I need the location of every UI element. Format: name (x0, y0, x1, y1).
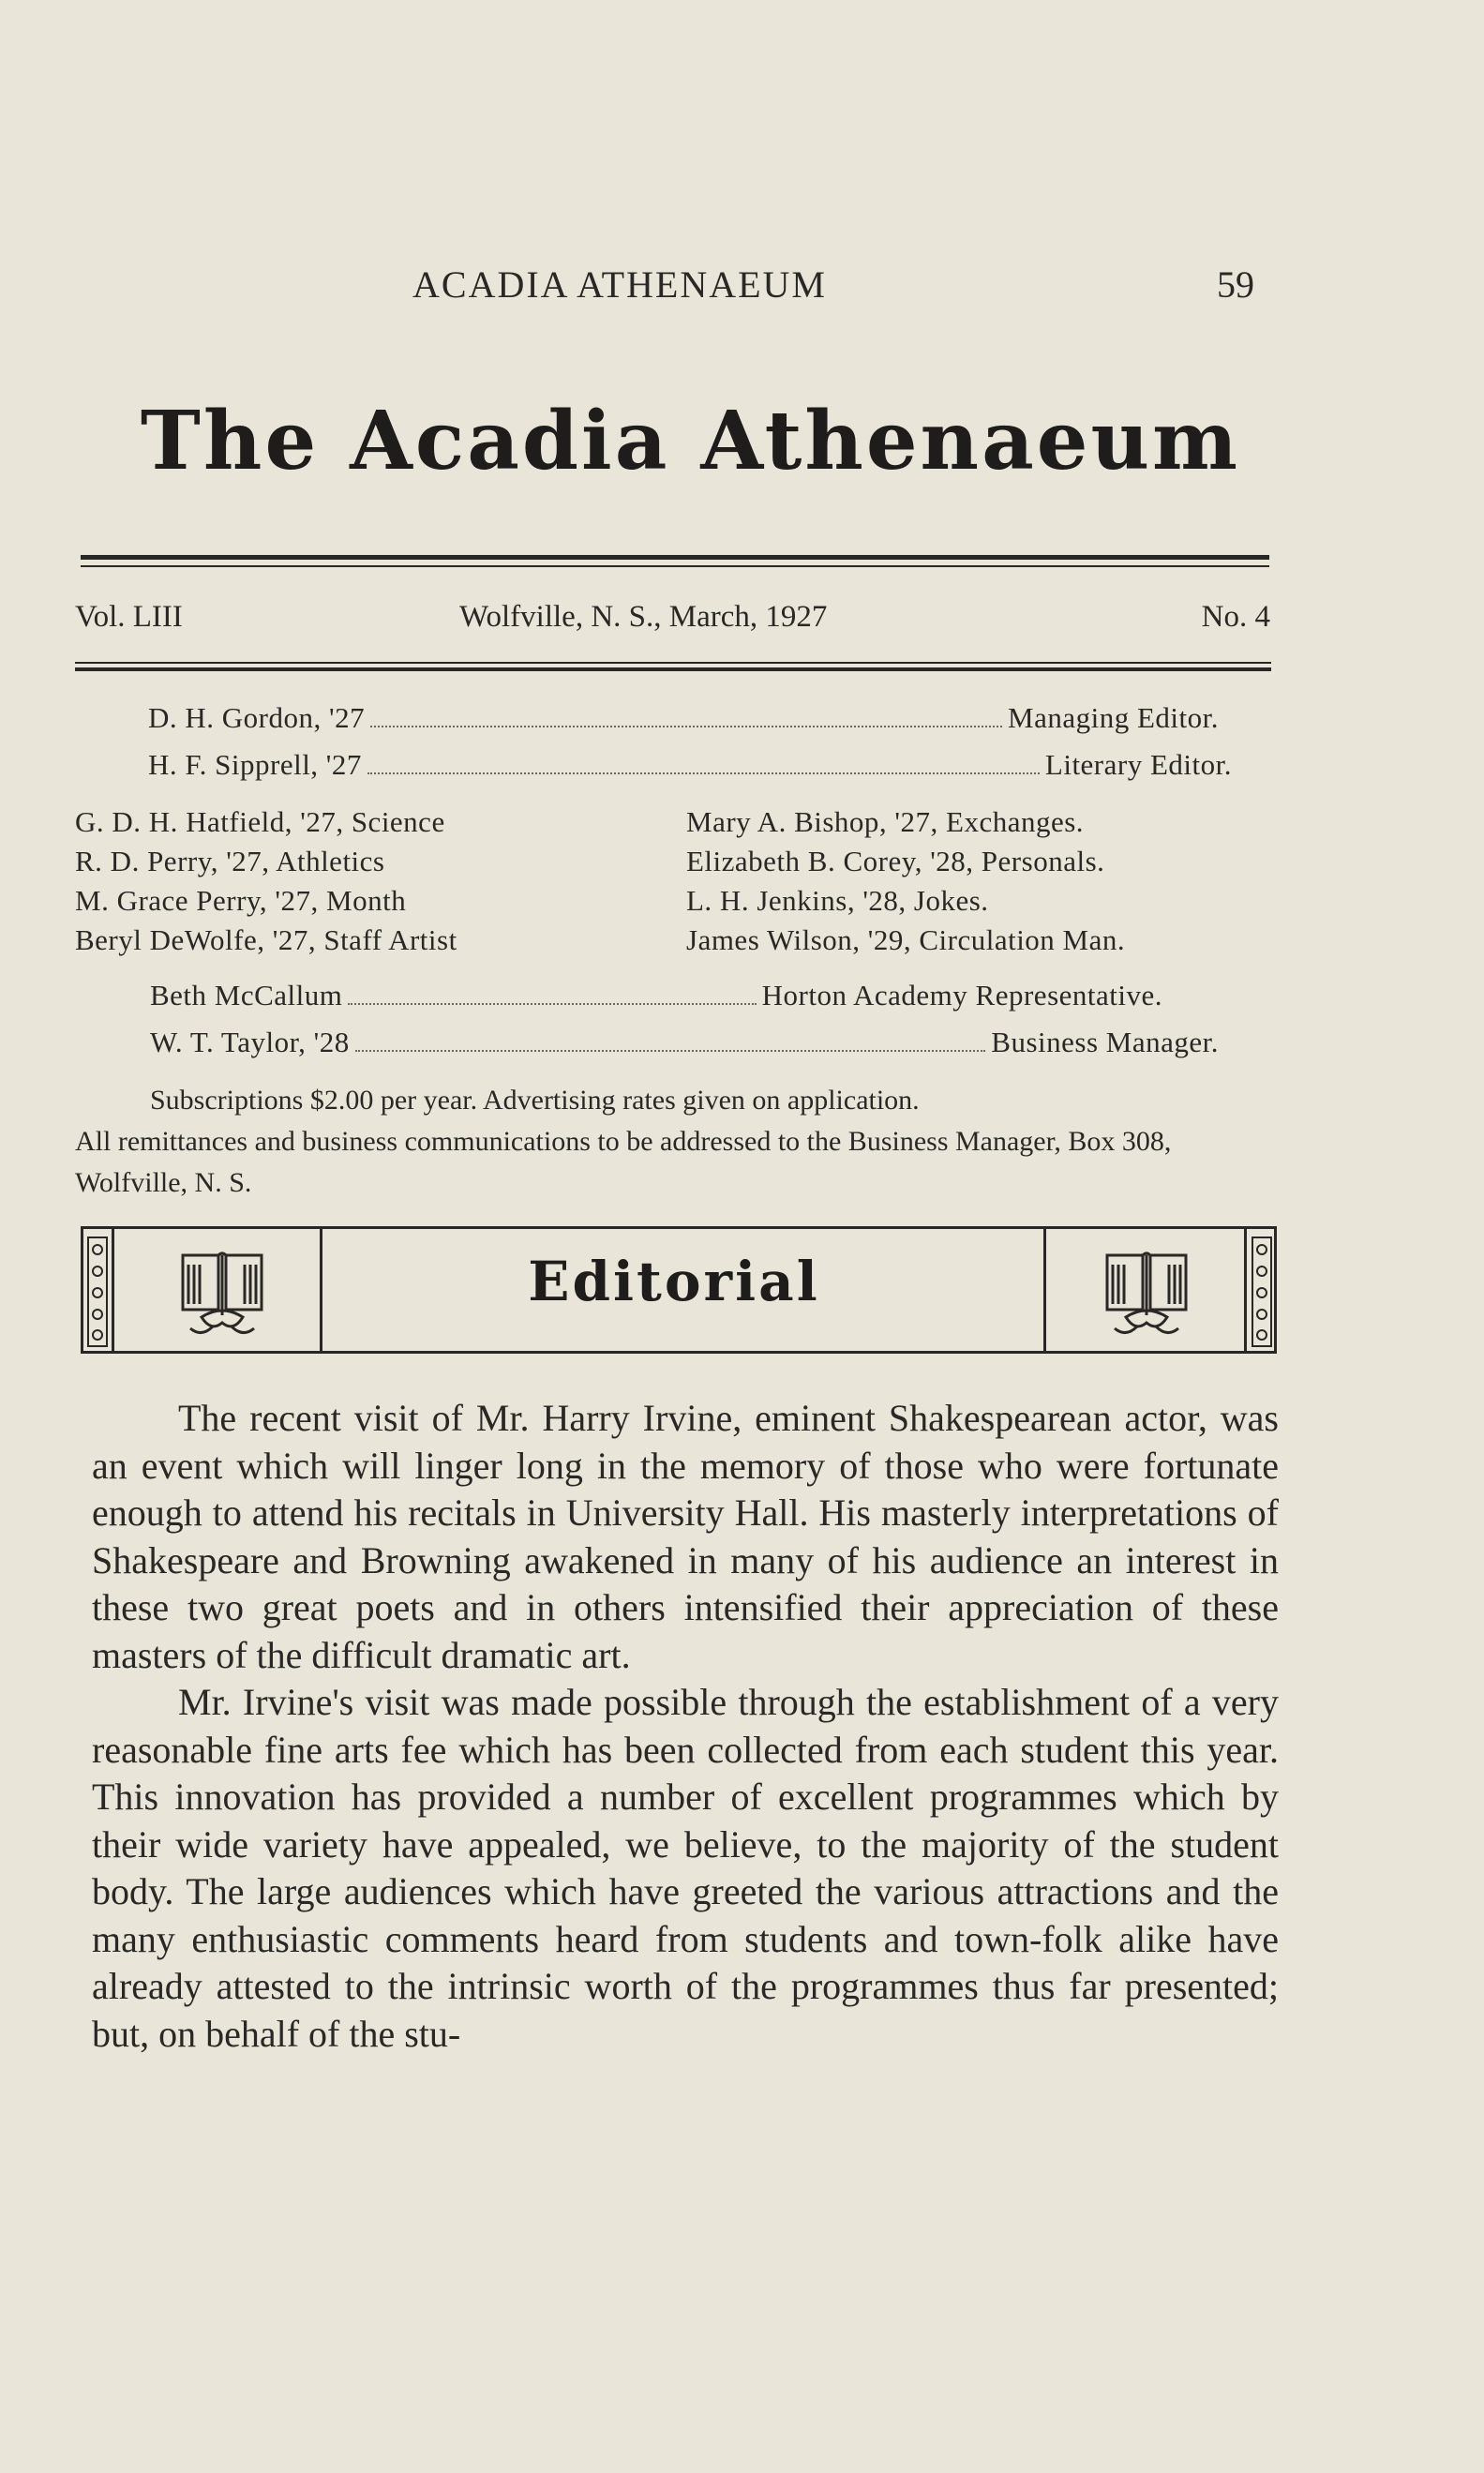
leader-dots (370, 726, 1002, 727)
notice-line-1: Subscriptions $2.00 per year. Advertising rates given on application. (150, 1085, 920, 1116)
banner-divider (112, 1229, 114, 1351)
staff-role: Literary Editor. (1044, 748, 1232, 781)
staff-editor-row (148, 748, 1232, 782)
masthead-rule-thin (81, 565, 1269, 567)
staff-member: R. D. Perry, '27, Athletics (75, 845, 385, 877)
masthead-title: The Acadia Athenaeum (140, 394, 1241, 488)
staff-member: Beryl DeWolfe, '27, Staff Artist (75, 923, 457, 956)
staff-other-row (150, 1026, 1219, 1059)
staff-left-column (75, 802, 457, 960)
leader-dots (367, 772, 1040, 774)
section-title: Editorial (528, 1250, 820, 1313)
banner-divider (1043, 1229, 1046, 1351)
staff-member: Elizabeth B. Corey, '28, Personals. (686, 845, 1105, 877)
running-head (0, 262, 1484, 309)
masthead-rule-thick (81, 555, 1269, 560)
staff-editor-row (148, 701, 1219, 735)
staff-member: M. Grace Perry, '27, Month (75, 884, 407, 917)
issue-line (75, 600, 1270, 641)
staff-name: H. F. Sipprell, '27 (148, 748, 362, 781)
dateline: Wolfville, N. S., March, 1927 (459, 600, 828, 634)
section-banner (81, 1226, 1277, 1354)
editorial-paragraph: The recent visit of Mr. Harry Irvine, eminent Shakespearean actor, was an event which will linger long in the memory of those who were fortunate enough to attend his recitals in University Hall. His masterly interpretations of Shakespeare and Browning awakened in many of his audience an interest in these two great poets and in others intensified their appreciation of these masters of the difficult dramatic art. (92, 1397, 1279, 1676)
editorial-body (92, 1395, 1279, 2058)
book-ornament-icon (1098, 1251, 1195, 1338)
running-title: ACADIA ATHENAEUM (412, 263, 827, 306)
masthead (0, 394, 1484, 488)
book-ornament-icon (173, 1251, 271, 1338)
volume-number: Vol. LIII (75, 600, 183, 634)
editorial-paragraph: Mr. Irvine's visit was made possible through the establishment of a very reasonable fine arts fee which has been collected from each student this year. This innovation has provided a number of excellent programmes which by their wide variety have appealed, we believe, to the majority of the student body. The large audiences which have greeted the various attractions and the many enthusiastic comments heard from students and town-folk alike have already attested to the intrinsic worth of the programmes thus far presented; but, on behalf of the stu- (92, 1681, 1279, 2055)
staff-name: D. H. Gordon, '27 (148, 701, 366, 734)
staff-right-column (686, 802, 1125, 960)
banner-divider (1244, 1229, 1247, 1351)
subscription-notice (75, 1080, 1275, 1204)
dot-border-icon (1252, 1236, 1272, 1347)
staff-member: G. D. H. Hatfield, '27, Science (75, 805, 445, 838)
notice-line-2: All remittances and business communications to be addressed to the Business Manager, Box 308, Wolfville, N. S. (75, 1126, 1172, 1198)
leader-dots (355, 1050, 986, 1052)
issue-rule-thick (75, 667, 1271, 671)
staff-member: L. H. Jenkins, '28, Jokes. (686, 884, 989, 917)
staff-name: Beth McCallum (150, 979, 343, 1012)
staff-member: Mary A. Bishop, '27, Exchanges. (686, 805, 1085, 838)
staff-role: Managing Editor. (1008, 701, 1219, 734)
staff-role: Horton Academy Representative. (761, 979, 1162, 1012)
issue-number: No. 4 (1201, 600, 1270, 634)
leader-dots (348, 1003, 756, 1005)
page-number: 59 (1217, 263, 1254, 306)
staff-other-row (150, 979, 1162, 1012)
issue-rule-thin (75, 662, 1271, 664)
staff-name: W. T. Taylor, '28 (150, 1026, 350, 1058)
staff-member: James Wilson, '29, Circulation Man. (686, 923, 1126, 956)
staff-role: Business Manager. (991, 1026, 1219, 1058)
dot-border-icon (87, 1236, 108, 1347)
